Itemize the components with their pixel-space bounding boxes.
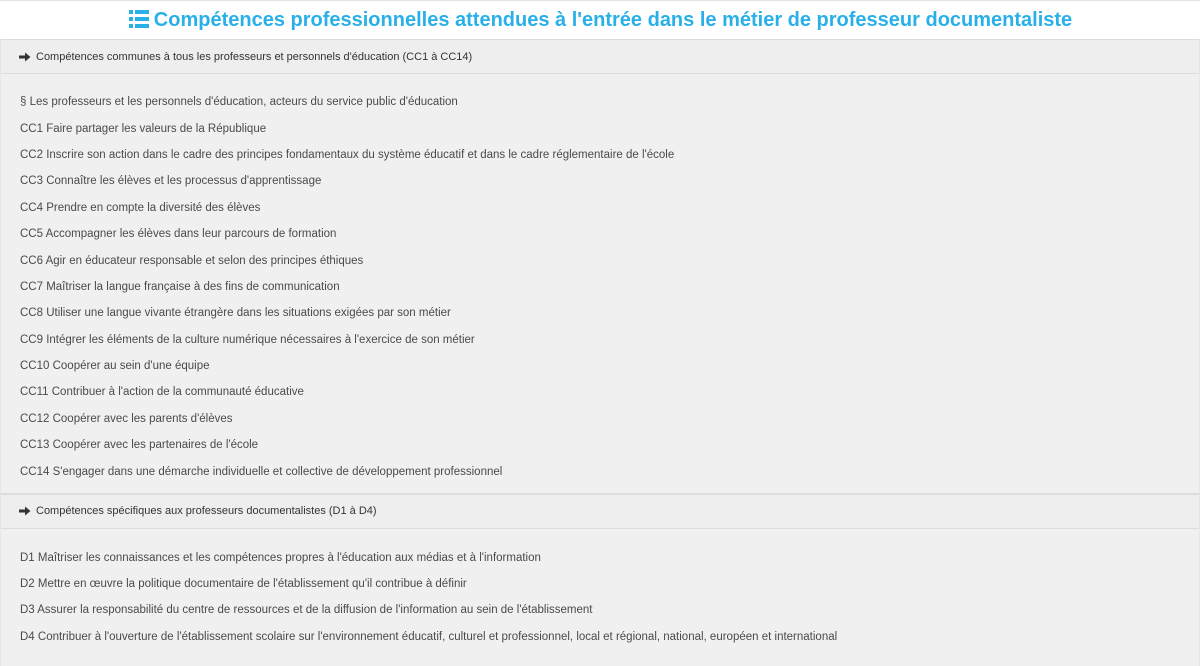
list-item: CC14 S'engager dans une démarche individuelle et collective de développement professionnel bbox=[20, 465, 503, 478]
list-item: CC12 Coopérer avec les parents d'élèves bbox=[20, 412, 233, 425]
arrow-right-icon bbox=[19, 52, 31, 62]
list-item: CC7 Maîtriser la langue française à des fins de communication bbox=[20, 280, 340, 293]
list-item: D1 Maîtriser les connaissances et les compétences propres à l'éducation aux médias et à l'information bbox=[20, 551, 541, 564]
list-item: CC5 Accompagner les élèves dans leur parcours de formation bbox=[20, 228, 337, 241]
title-bar bbox=[0, 1, 1200, 39]
section-body bbox=[1, 529, 1199, 666]
list-item: D3 Assurer la responsabilité du centre de ressources et de la diffusion de l'information au sein de l'établissement bbox=[20, 604, 593, 617]
section-specific-competences bbox=[0, 494, 1200, 666]
list-item: CC3 Connaître les élèves et les processus d'apprentissage bbox=[20, 175, 322, 188]
page-title: Compétences professionnelles attendues à l'entrée dans le métier de professeur documentaliste bbox=[153, 8, 1073, 31]
section-body bbox=[1, 74, 1199, 493]
section-common-competences bbox=[0, 39, 1200, 494]
list-item: CC2 Inscrire son action dans le cadre des principes fondamentaux du système éducatif et dans le cadre réglementaire de l'école bbox=[20, 148, 675, 161]
section-header-label: Compétences spécifiques aux professeurs documentalistes (D1 à D4) bbox=[36, 505, 377, 518]
section-header[interactable] bbox=[1, 495, 1199, 529]
arrow-right-icon bbox=[19, 506, 31, 516]
section-header-label: Compétences communes à tous les professeurs et personnels d'éducation (CC1 à CC14) bbox=[36, 50, 473, 63]
list-item: CC1 Faire partager les valeurs de la République bbox=[20, 122, 267, 135]
list-item: CC11 Contribuer à l'action de la communauté éducative bbox=[20, 386, 304, 399]
section-header[interactable] bbox=[1, 40, 1199, 74]
list-item: D2 Mettre en œuvre la politique documentaire de l'établissement qu'il contribue à définir bbox=[20, 578, 467, 591]
list-item: CC8 Utiliser une langue vivante étrangère dans les situations exigées par son métier bbox=[20, 307, 451, 320]
list-item: CC9 Intégrer les éléments de la culture numérique nécessaires à l'exercice de son métier bbox=[20, 333, 475, 346]
list-item: CC10 Coopérer au sein d'une équipe bbox=[20, 360, 210, 373]
list-item: CC13 Coopérer avec les partenaires de l'école bbox=[20, 439, 259, 452]
list-item: CC6 Agir en éducateur responsable et selon des principes éthiques bbox=[20, 254, 364, 267]
list-item: CC4 Prendre en compte la diversité des élèves bbox=[20, 201, 261, 214]
list-icon bbox=[128, 8, 150, 30]
list-item: § Les professeurs et les personnels d'éducation, acteurs du service public d'éducation bbox=[20, 96, 458, 109]
list-item: D4 Contribuer à l'ouverture de l'établissement scolaire sur l'environnement éducatif, culturel et professionnel, local et régional, national, européen et international bbox=[20, 630, 838, 643]
